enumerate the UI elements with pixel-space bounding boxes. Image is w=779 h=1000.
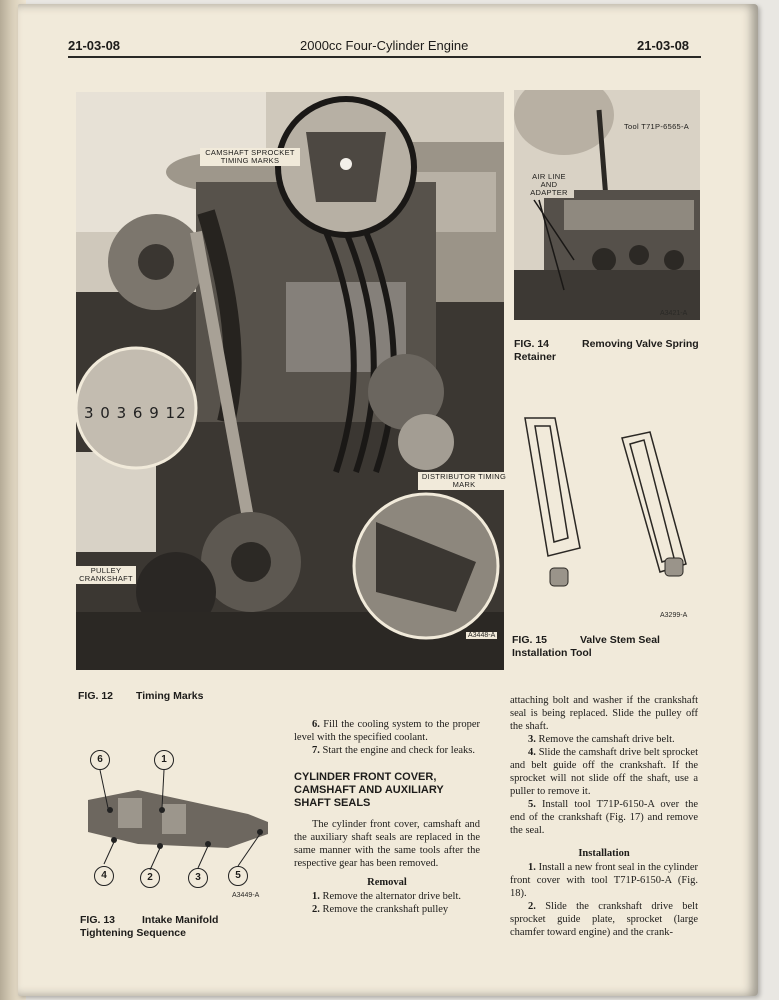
page-number-left: 21-03-08 xyxy=(68,38,121,53)
fig14-caption-line2: Retainer xyxy=(514,351,557,363)
fig13-bolt-number-3: 3 xyxy=(188,868,208,888)
fig13-bolt-number-5: 5 xyxy=(228,866,248,886)
text-column-middle xyxy=(294,718,480,916)
fig13-caption-number: FIG. 13 xyxy=(80,914,116,926)
fig13-bolt-number-4: 4 xyxy=(94,866,114,886)
fig12-engine-photo xyxy=(76,92,504,670)
fig12-caption-text: Timing Marks xyxy=(136,690,204,702)
seal-tool-illustration xyxy=(510,398,702,624)
fig12-ref: A3448-A xyxy=(468,632,496,639)
fig13-caption-text: Intake Manifold xyxy=(142,914,219,926)
removal-heading: Removal xyxy=(367,877,407,888)
callout-camshaft-timing-marks: CAMSHAFT SPROCKET TIMING MARKS xyxy=(200,148,300,166)
removal-step-2-continued: attaching bolt and washer if the crankshaft seal is being replaced. Slide the pulley off the shaft. xyxy=(510,695,698,732)
fig13-bolt-number-6: 6 xyxy=(90,750,110,770)
page-number-right: 21-03-08 xyxy=(637,38,690,53)
fig13-bolt-number-1: 1 xyxy=(154,750,174,770)
fig14-ref: A3421-A xyxy=(660,310,688,317)
section-intro: The cylinder front cover, camshaft and the auxiliary shaft seals are replaced in the same manner with the same tools after the respective gear has been removed. xyxy=(294,819,480,869)
removal-step-1: 1. Remove the alternator drive belt. xyxy=(312,891,461,902)
removal-step-3: 3. Remove the camshaft drive belt. xyxy=(528,734,675,745)
fig14-caption xyxy=(514,338,704,364)
step-7: 7. Start the engine and check for leaks. xyxy=(312,745,475,756)
fig15-ref: A3299-A xyxy=(660,612,688,619)
fig13-caption-line2: Tightening Sequence xyxy=(80,927,186,939)
removal-step-4: 4. Slide the camshaft drive belt sprocket and belt guide off the crankshaft. If the sprocket will not slide off the shaft, use a puller to remove it. xyxy=(510,747,699,797)
step-6: 6. Fill the cooling system to the proper level with the specified coolant. xyxy=(294,719,481,743)
fig15-caption xyxy=(512,634,702,660)
text-column-right xyxy=(510,694,698,939)
fig12-caption-number: FIG. 12 xyxy=(78,690,114,702)
fig12-caption xyxy=(78,690,204,703)
fig14-caption-text: Removing Valve Spring xyxy=(582,338,699,350)
fig13-bolt-number-2: 2 xyxy=(140,868,160,888)
fig13-caption xyxy=(80,914,280,940)
fig15-caption-number: FIG. 15 xyxy=(512,634,548,646)
removal-step-2: 2. Remove the crankshaft pulley xyxy=(312,904,449,915)
callout-air-line-adapter: AIR LINE AND ADAPTER xyxy=(524,172,574,198)
fig13-ref: A3449-A xyxy=(232,892,260,899)
page-title: 2000cc Four-Cylinder Engine xyxy=(300,38,469,53)
callout-pulley-crankshaft: PULLEY CRANKSHAFT xyxy=(76,566,136,584)
fig14-caption-number: FIG. 14 xyxy=(514,338,550,350)
installation-step-1: 1. Install a new front seal in the cylinder front cover with tool T71P-6150-A (Fig. 18). xyxy=(510,862,699,899)
fig15-caption-text: Valve Stem Seal xyxy=(580,634,660,646)
section-heading: CYLINDER FRONT COVER, CAMSHAFT AND AUXILIARY SHAFT SEALS xyxy=(294,771,444,809)
engine-photo-illustration xyxy=(76,92,504,670)
fig15-seal-tool-drawing xyxy=(510,398,702,624)
header-rule xyxy=(68,56,701,58)
removal-step-5: 5. Install tool T71P-6150-A over the end of the crankshaft (Fig. 17) and remove the seal. xyxy=(510,799,699,836)
installation-heading: Installation xyxy=(578,848,630,859)
callout-tool-t71p-6565-a: Tool T71P-6565-A xyxy=(624,122,690,131)
callout-distributor-timing-mark: DISTRIBUTOR TIMING MARK xyxy=(418,472,510,490)
timing-dial-marks: 3 0 3 6 9 12 xyxy=(84,404,187,422)
fig15-caption-line2: Installation Tool xyxy=(512,647,592,659)
installation-step-2: 2. Slide the crankshaft drive belt sprocket guide plate, sprocket (large chamfer toward engine) and the crank- xyxy=(510,901,699,938)
